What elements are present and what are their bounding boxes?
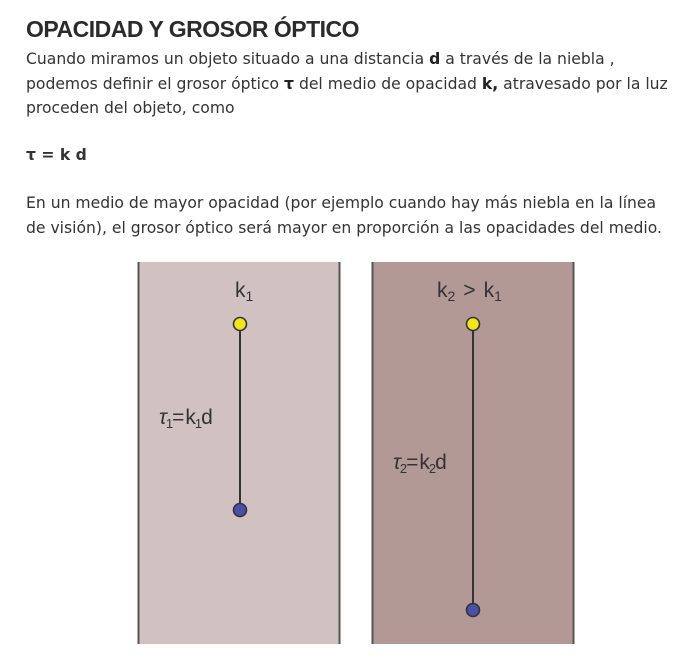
text-span: Cuando miramos un objeto situado a una distancia	[26, 50, 430, 68]
right-observer-dot	[467, 318, 480, 331]
right-object-dot	[467, 604, 480, 617]
formula: τ = k d	[26, 146, 87, 164]
right-equation: τ2=k2d	[393, 451, 446, 476]
text-span: atravesado por la luz proceden del objeto, como	[26, 74, 668, 117]
bold-d: d	[429, 50, 441, 68]
text-span: del medio de opacidad	[293, 74, 482, 93]
bold-tau: τ	[284, 74, 294, 93]
page-title: OPACIDAD Y GROSOR ÓPTICO	[26, 16, 360, 42]
right-top-label: k2 > k1	[437, 279, 502, 304]
bold-k: k,	[481, 74, 499, 93]
right-panel	[372, 262, 574, 644]
left-panel	[138, 262, 340, 644]
left-top-label: k1	[235, 279, 254, 304]
left-equation: τ1=k1d	[159, 406, 212, 431]
second-paragraph: En un medio de mayor opacidad (por ejemplo cuando hay más niebla en la línea de visión), el grosor óptico será mayor en proporción a las opacidades del medio.	[26, 194, 662, 237]
text-span: a través de la niebla , podemos definir el grosor óptico	[26, 50, 615, 93]
intro-paragraph	[26, 47, 676, 121]
left-object-dot	[234, 504, 247, 517]
left-observer-dot	[234, 318, 247, 331]
opacity-figure	[137, 262, 577, 644]
